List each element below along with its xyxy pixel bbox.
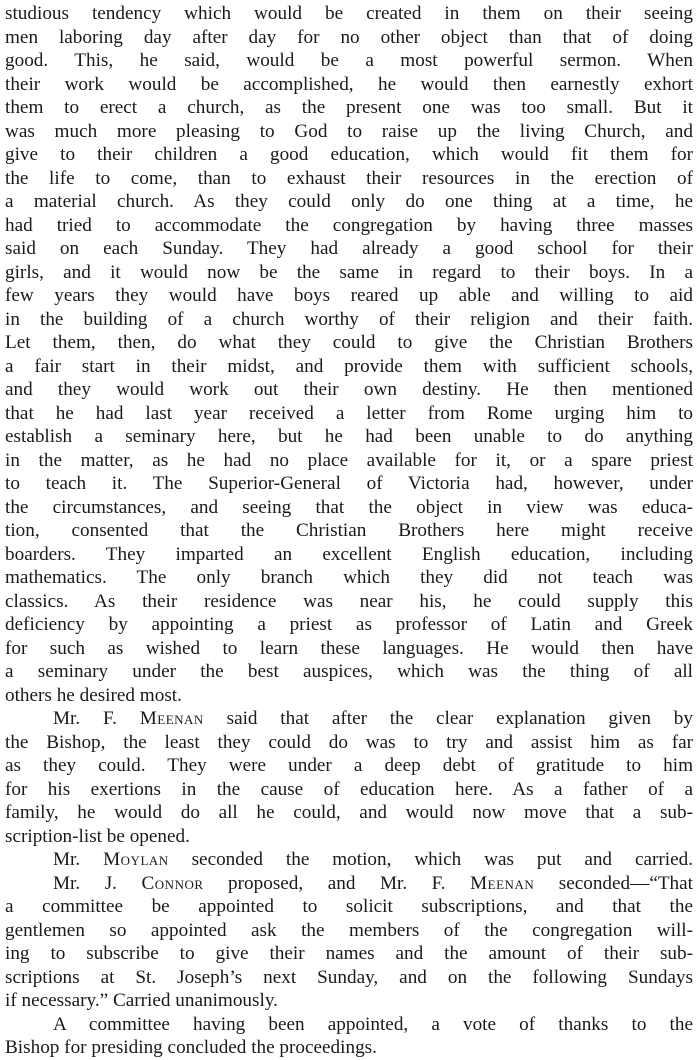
text-line: mathematics. The only branch which they did not teach was <box>5 567 693 588</box>
text-line: and they would work out their own destiny. He then mentioned <box>5 379 693 400</box>
text-line: the Bishop, the least they could do was to try and assist him as far <box>5 731 693 753</box>
text-line: to teach it. The Superior-General of Victoria had, however, under <box>5 473 693 494</box>
text-line: for his exertions in the cause of education here. As a father of a <box>5 778 693 800</box>
line-text: seconded—“That <box>534 872 693 894</box>
text-line: said on each Sunday. They had already a good school for their <box>5 238 693 259</box>
text-line: in the matter, as he had no place available for it, or a spare priest <box>5 449 693 471</box>
paragraph-conclusion <box>5 1013 693 1060</box>
text-line: was much more pleasing to God to raise up the living Church, and <box>5 120 693 142</box>
text-line: the circumstances, and seeing that the object in view was educa- <box>5 496 693 518</box>
text-line: for such as wished to learn these languages. He would then have <box>5 637 693 659</box>
line-text: seconded the motion, which was put and carried. <box>168 849 693 870</box>
speaker-name: Connor <box>141 872 204 894</box>
text-line: gentlemen so appointed ask the members of the congregation will- <box>5 919 693 941</box>
speaker-prefix: Mr. J. <box>53 872 142 894</box>
text-line: men laboring day after day for no other object than that of doing <box>5 26 693 48</box>
text-line: good. This, he said, would be a most powerful sermon. When <box>5 50 693 71</box>
speaker-name: Meenan <box>470 872 535 894</box>
text-line: their work would be accomplished, he would then earnestly exhort <box>5 73 693 95</box>
text-line: A committee having been appointed, a vote of thanks to the <box>53 1013 693 1035</box>
text-line: a seminary under the best auspices, which was the thing of all <box>5 661 693 682</box>
newspaper-article <box>5 2 693 1060</box>
text-line <box>5 707 693 731</box>
text-line: few years they would have boys reared up able and willing to aid <box>5 285 693 306</box>
speaker-prefix: Mr. F. <box>53 708 140 729</box>
text-line: studious tendency which would be created in them on their seeing <box>5 3 693 24</box>
text-line: that he had last year received a letter from Rome urging him to <box>5 402 693 424</box>
text-line: as they could. They were under a deep debt of gratitude to him <box>5 755 693 776</box>
text-line: in the building of a church worthy of their religion and their faith. <box>5 308 693 330</box>
text-line: boarders. They imparted an excellent English education, including <box>5 543 693 565</box>
text-line: had tried to accommodate the congregation by having three masses <box>5 214 693 236</box>
text-line: give to their children a good education, which would fit them for <box>5 144 693 165</box>
text-line: scriptions at St. Joseph’s next Sunday, and on the following Sundays <box>5 966 693 988</box>
text-line: a material church. As they could only do one thing at a time, he <box>5 191 693 212</box>
line-text: said that after the clear explanation given by <box>203 708 693 729</box>
text-line: ing to subscribe to give their names and the amount of their sub- <box>5 943 693 964</box>
text-line: others he desired most. <box>5 684 182 706</box>
text-line: tion, consented that the Christian Brothers here might receive <box>5 520 693 541</box>
speaker-prefix: Mr. <box>53 849 104 870</box>
text-line: if necessary.” Carried unanimously. <box>5 990 278 1011</box>
text-line: girls, and it would now be the same in regard to their boys. In a <box>5 261 693 283</box>
text-line <box>5 848 693 872</box>
text-line: a committee be appointed to solicit subscriptions, and that the <box>5 896 693 917</box>
paragraph-moylan-seconded <box>5 848 693 872</box>
text-line: Bishop for presiding concluded the proceedings. <box>5 1037 377 1058</box>
text-line: deficiency by appointing a priest as professor of Latin and Greek <box>5 614 693 635</box>
paragraph-bishop-speech <box>5 2 693 707</box>
text-line: a fair start in their midst, and provide them with sufficient schools, <box>5 355 693 377</box>
text-line: establish a seminary here, but he had been unable to do anything <box>5 426 693 447</box>
paragraph-meenan-remarks <box>5 707 693 848</box>
paragraph-connor-proposal <box>5 872 693 1013</box>
text-line: scription-list be opened. <box>5 825 190 847</box>
text-line: them to erect a church, as the present one was too small. But it <box>5 97 693 118</box>
text-line: classics. As their residence was near his, he could supply this <box>5 590 693 612</box>
text-line <box>5 872 693 896</box>
speaker-name: Moylan <box>103 849 169 870</box>
text-line: family, he would do all he could, and would now move that a sub- <box>5 802 693 823</box>
speaker-name: Meenan <box>139 708 204 729</box>
line-text: proposed, and Mr. F. <box>203 872 471 894</box>
text-line: the life to come, than to exhaust their resources in the erection of <box>5 167 693 189</box>
text-line: Let them, then, do what they could to give the Christian Brothers <box>5 332 693 353</box>
